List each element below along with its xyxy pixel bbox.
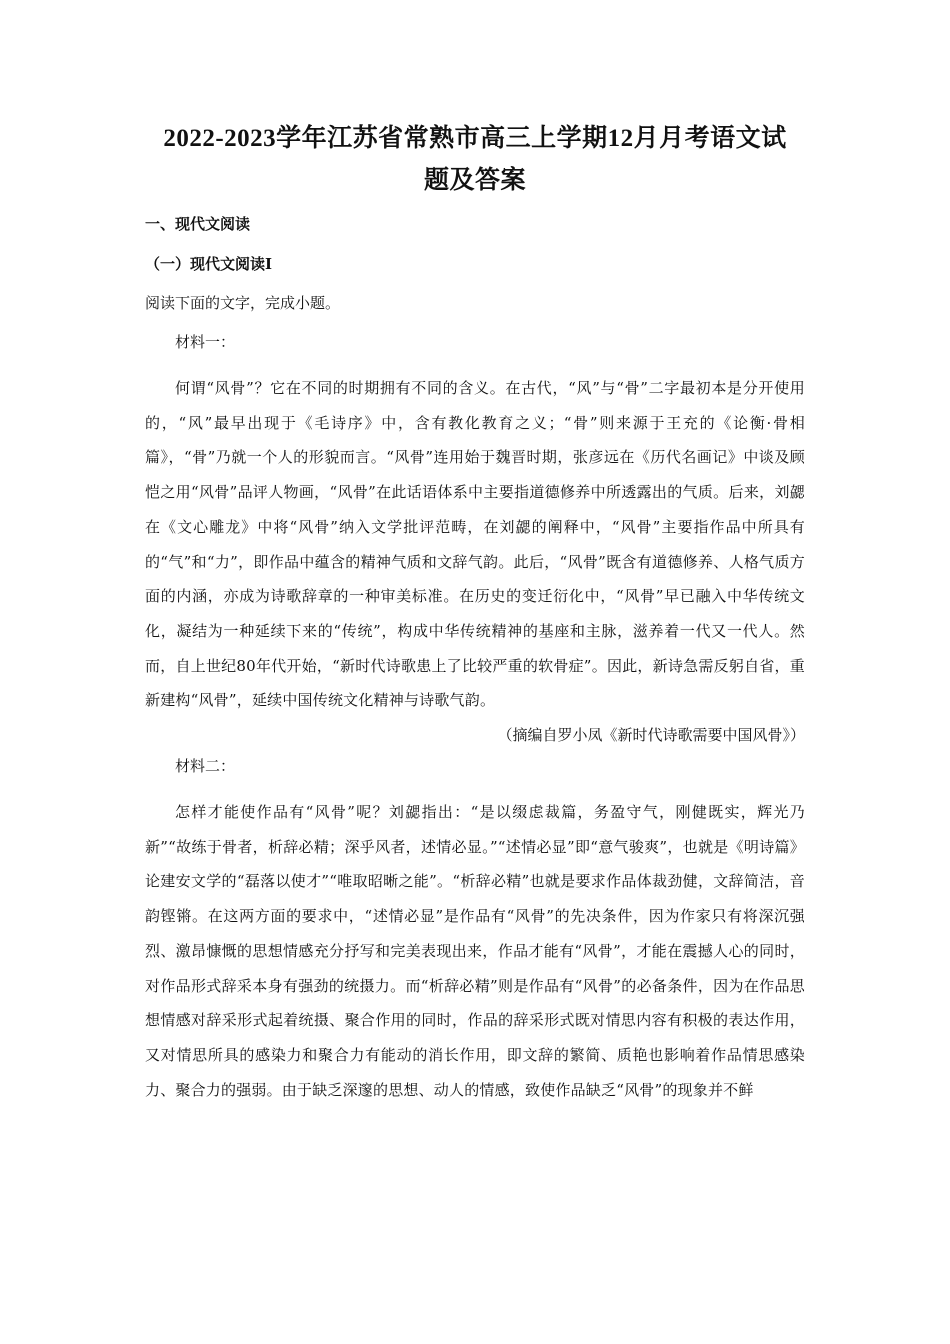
document-title <box>145 118 805 202</box>
material-1-label: 材料一： <box>175 333 236 351</box>
document-title-line-1: 2022-2023学年江苏省常熟市高三上学期12月月考语文试 <box>163 125 787 152</box>
material-1-paragraph: 何谓“风骨”？它在不同的时期拥有不同的含义。在古代，“风”与“骨”二字最初本是分开使用的，“风”最早出现于《毛诗序》中，含有教化教育之义；“骨”则来源于王充的《论衡·骨相篇》，“骨”乃就一个人的形貌而言。“风骨”连用始于魏晋时期，张彦远在《历代名画记》中谈及顾恺之用“风骨”品评人物画，“风骨”在此话语体系中主要指道德修养中所透露出的气质。后来，刘勰在《文心雕龙》中将“风骨”纳入文学批评范畴，在刘勰的阐释中，“风骨”主要指作品中所具有的“气”和“力”，即作品中蕴含的精神气质和文辞气韵。此后，“风骨”既含有道德修养、人格气质方面的内涵，亦成为诗歌辞章的一种审美标准。在历史的变迁衍化中，“风骨”早已融入中华传统文化，凝结为一种延续下来的“传统”，构成中华传统精神的基座和主脉，滋养着一代又一代人。然而，自上世纪80年代开始，“新时代诗歌患上了比较严重的软骨症”。因此，新诗急需反躬自省，重新建构“风骨”，延续中国传统文化精神与诗歌气韵。 <box>145 379 805 710</box>
document-page <box>145 118 805 1107</box>
subsection-heading-reading-1: （一）现代文阅读Ⅰ <box>145 255 273 273</box>
material-1-source: （摘编自罗小凤《新时代诗歌需要中国风骨》） <box>497 726 805 745</box>
section-heading-modern-reading: 一、现代文阅读 <box>145 215 251 233</box>
material-2-paragraph: 怎样才能使作品有“风骨”呢？刘勰指出：“是以缀虑裁篇，务盈守气，刚健既实，辉光乃新”“故练于骨者，析辞必精；深乎风者，述情必显。”“述情必显”即“意气骏爽”，也就是《明诗篇》论建安文学的“磊落以使才”“唯取昭晰之能”。“析辞必精”也就是要求作品体裁劲健，文辞简洁，音韵铿锵。在这两方面的要求中，“述情必显”是作品有“风骨”的先决条件，因为作家只有将深沉强烈、激昂慷慨的思想情感充分抒写和完美表现出来，作品才能有“风骨”，才能在震撼人心的同时，对作品形式辞采本身有强劲的统摄力。而“析辞必精”则是作品有“风骨”的必备条件，因为在作品思想情感对辞采形式起着统摄、聚合作用的同时，作品的辞采形式既对情思内容有积极的表达作用，又对情思所具的感染力和聚合力有能动的消长作用，即文辞的繁简、质艳也影响着作品情思感染力、聚合力的强弱。由于缺乏深邃的思想、动人的情感，致使作品缺乏“风骨”的现象并不鲜 <box>145 803 805 1099</box>
document-title-line-2: 题及答案 <box>423 167 526 194</box>
reading-instruction: 阅读下面的文字，完成小题。 <box>145 294 341 312</box>
material-2-label: 材料二： <box>175 757 236 776</box>
